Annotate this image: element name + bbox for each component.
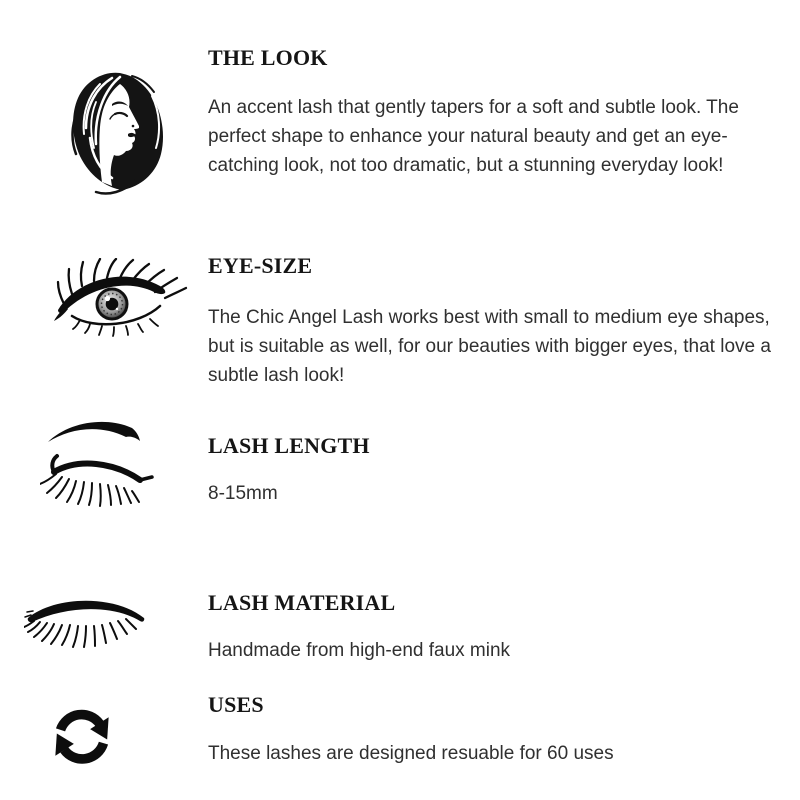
section-heading-the-look: THE LOOK: [208, 45, 328, 70]
section-heading-lash-length: LASH LENGTH: [208, 433, 370, 458]
woman-face-icon: [66, 68, 170, 196]
section-body-the-look: An accent lash that gently tapers for a soft and subtle look. The perfect shape to enhance your natural beauty and get an eye-catching look, not too dramatic, but a stunning everyday look!: [208, 97, 739, 176]
section-heading-lash-material: LASH MATERIAL: [208, 590, 396, 615]
lash-strip-icon: [24, 592, 148, 648]
section-body-eye-size: The Chic Angel Lash works best with small to medium eye shapes, but is suitable as well, for our beauties with bigger eyes, that love a subtle lash look!: [208, 307, 771, 386]
section-body-lash-length: 8-15mm: [208, 483, 278, 504]
section-heading-eye-size: EYE-SIZE: [208, 253, 313, 278]
open-eye-icon: [54, 258, 188, 338]
section-body-lash-material: Handmade from high-end faux mink: [208, 640, 511, 661]
section-body-uses: These lashes are designed resuable for 60 uses: [208, 743, 614, 764]
closed-eye-lash-icon: [40, 416, 156, 508]
reuse-arrows-icon: [45, 698, 119, 775]
section-heading-uses: USES: [208, 692, 264, 717]
